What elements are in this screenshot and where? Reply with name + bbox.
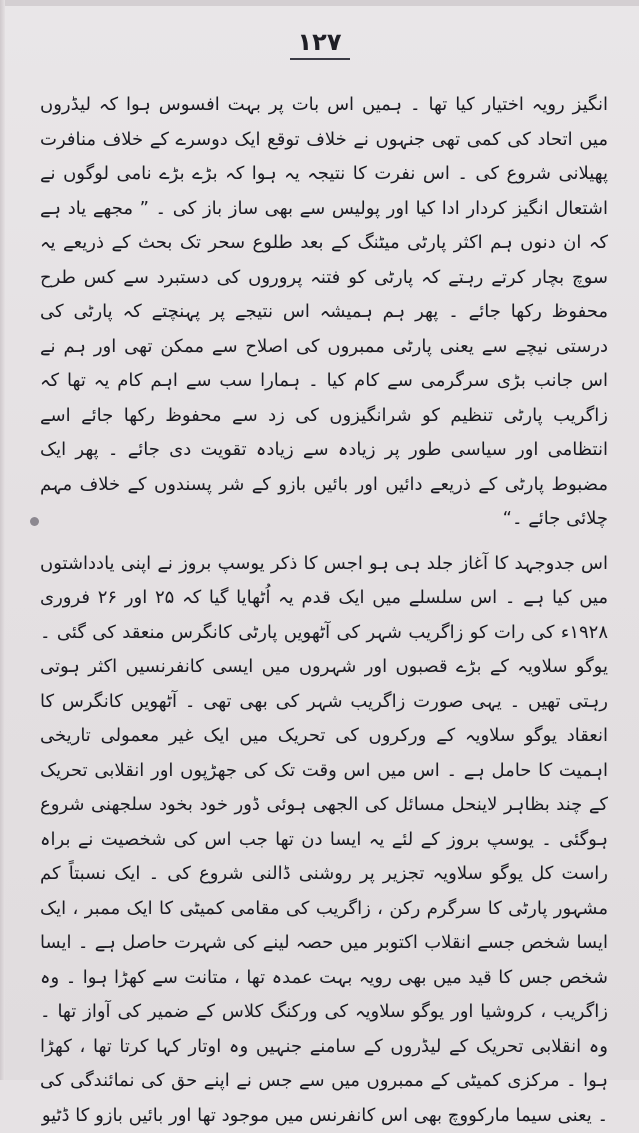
paragraph-2: اس جدوجہد کا آغاز جلد ہی ہو اجس کا ذکر یوسپ بروز نے اپنی یادداشتوں میں کیا ہے ۔ اس سلسلے میں ایک قدم یہ اُٹھایا گیا کہ ۲۵ اور ۲۶ فروری ۱۹۲۸ء کی رات کو زاگریب شہر کی آٹھویں پارٹی کانگرس منعقد کی گئی ۔ یوگو سلاویہ کے بڑے قصبوں اور شہروں میں ایسی کانفرنسیں اکثر ہوتی رہتی تھیں ۔ یہی صورت زاگریب شہر کی بھی تھی ۔ آٹھویں کانگرس کا انعقاد یوگو سلاویہ کے ورکروں کی تحریک میں ایک غیر معمولی تاریخی اہمیت کا حامل ہے ۔ اس میں اس وقت تک کی جھڑپوں اور انقلابی تحریک کے چند بظاہر لاینحل مسائل کی الجھی ہوئی ڈور خود بخود سلجھنی شروع ہوگئی ۔ یوسپ بروز کے لئے یہ ایسا دن تھا جب اس کی شخصیت نے براہ راست کل یوگو سلاویہ تجزیر پر روشنی ڈالنی شروع کی ۔ ایک نسبتاً کم مشہور پارٹی کا سرگرم رکن ، زاگریب کی مقامی کمیٹی کا ایک ممبر ، ایک ایسا شخص جسے انقلاب اکتوبر میں حصہ لینے کی شہرت حاصل ہے ۔ ایسا شخص جس کا قید میں بھی رویہ بہت عمدہ تھا ، متانت سے کھڑا ہوا ۔ وہ زاگریب ، کروشیا اور یوگو سلاویہ کی ورکنگ کلاس کے ضمیر کی آواز تھا ۔ وہ انقلابی تحریک کے لیڈروں کے سامنے جنہیں وہ اوتار کہا کرتا تھا ، کھڑا ہوا ۔ مرکزی کمیٹی کے ممبروں میں سے جس نے اپنے حق کی نمائندگی کی ۔ یعنی سیما مارکووچ بھی اس کانفرنس میں موجود تھا اور بائیں بازو کا ڈٹیو (40, 547, 608, 1133)
paragraph-marker-dot (30, 517, 39, 526)
page-number: ۱۲۷ (0, 28, 639, 60)
body-text (40, 88, 608, 1133)
page-edge-top (0, 0, 639, 6)
paragraph-1: انگیز رویہ اختیار کیا تھا ۔ ہمیں اس بات پر بہت افسوس ہوا کہ لیڈروں میں اتحاد کی کمی تھی جنہوں نے خلاف توقع ایک دوسرے کے خلاف منافرت پھیلانی شروع کی ۔ اس نفرت کا نتیجہ یہ ہوا کہ بڑے بڑے نامی لوگوں نے اشتعال انگیز کردار ادا کیا اور پولیس سے بھی ساز باز کی ۔ ” مجھے یاد ہے کہ ان دنوں ہم اکثر پارٹی میٹنگ کے بعد طلوع سحر تک بحث کے ذریعے یہ سوچ بچار کرتے رہتے کہ پارٹی کو فتنہ پروروں کی دستبرد سے کس طرح محفوظ رکھا جائے ۔ پھر ہم ہمیشہ اس نتیجے پر پہنچتے کہ پارٹی کی درستی نیچے سے یعنی پارٹی ممبروں کی اصلاح سے ممکن تھی اور ہم نے اس جانب بڑی سرگرمی سے کام کیا ۔ ہمارا سب سے اہم کام یہ تھا کہ زاگریب پارٹی تنظیم کو شرانگیزوں کی زد سے محفوظ رکھا جائے اسے انتظامی اور سیاسی طور پر زیادہ سے زیادہ تقویت دی جائے ۔ پھر ایک مضبوط پارٹی کے ذریعے دائیں اور بائیں بازو کے شر پسندوں کے خلاف مہم چلائی جائے ۔“ (40, 88, 608, 537)
page-edge-left (0, 0, 5, 1080)
